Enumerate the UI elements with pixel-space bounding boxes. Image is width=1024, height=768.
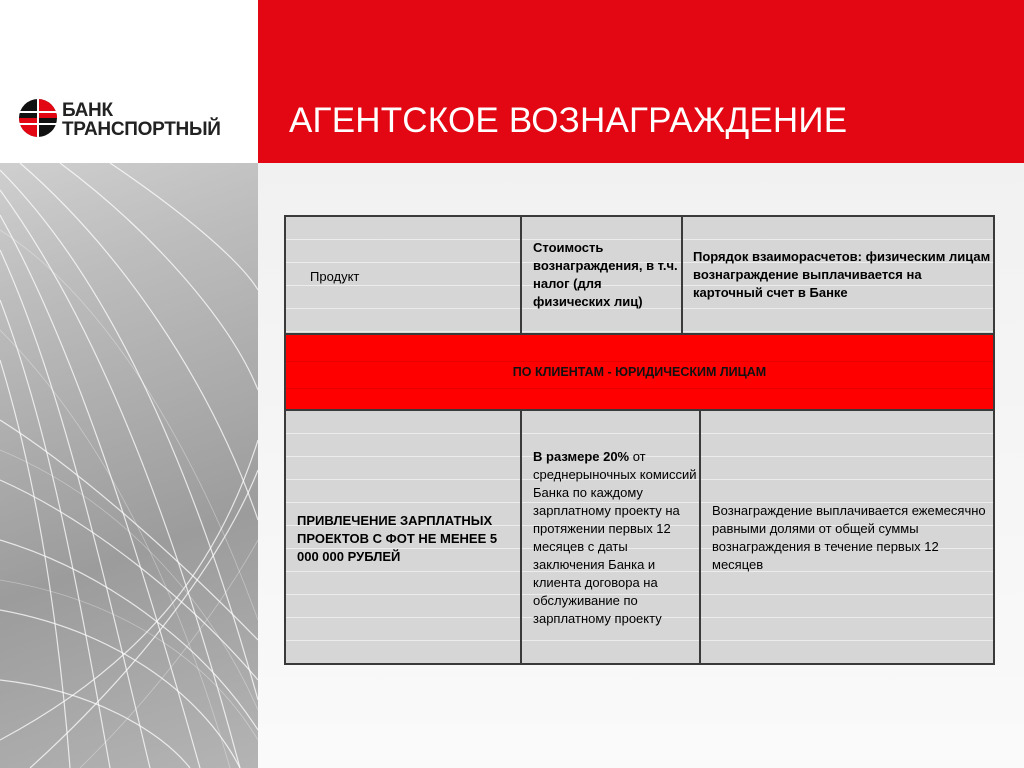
logo-text-transportny: ТРАНСПОРТНЫЙ <box>62 119 221 140</box>
row-cell-settlement <box>701 411 993 663</box>
header-product-label: Продукт <box>310 269 360 284</box>
row-cost-rest: от среднерыночных комиссий Банка по каждому зарплатному проекту на протяжении первых 12 месяцев с даты заключения Банка и клиента договора на обслуживание по зарплатному проекту <box>533 449 697 626</box>
bank-transportny-logo-icon <box>18 98 58 138</box>
row-settlement-text: Вознаграждение выплачивается ежемесячно равными долями от общей суммы вознаграждения в течение первых 12 месяцев <box>712 503 986 572</box>
decorative-side-panel <box>0 0 258 768</box>
row-cost-text <box>533 448 697 628</box>
logo-area <box>0 0 258 163</box>
grid-line <box>286 333 993 335</box>
header-cell-product <box>286 217 520 333</box>
header-cell-settlement <box>683 217 993 333</box>
header-cell-cost <box>522 217 681 333</box>
row-cost-highlight: В размере 20% <box>533 449 630 464</box>
row-cell-cost <box>522 411 699 663</box>
section-row <box>286 335 993 409</box>
grid-line <box>681 217 683 335</box>
header-settlement-label: Порядок взаиморасчетов: физическим лицам вознаграждение выплачивается на карточный счет в Банке <box>693 249 991 300</box>
grid-line <box>699 409 701 663</box>
page-title: АГЕНТСКОЕ ВОЗНАГРАЖДЕНИЕ <box>289 101 848 140</box>
grid-line <box>520 217 522 335</box>
row-cell-product <box>286 411 520 663</box>
logo-text-bank: БАНК <box>62 100 113 121</box>
section-label: ПО КЛИЕНТАМ - ЮРИДИЧЕСКИМ ЛИЦАМ <box>512 365 767 379</box>
header-cost-label: Стоимость вознаграждения, в т.ч. налог (для физических лиц) <box>533 240 678 309</box>
grid-line <box>286 409 993 411</box>
row-product-text: ПРИВЛЕЧЕНИЕ ЗАРПЛАТНЫХ ПРОЕКТОВ С ФОТ НЕ МЕНЕЕ 5 000 000 РУБЛЕЙ <box>297 513 498 564</box>
reward-table <box>284 215 995 665</box>
grid-line <box>520 409 522 663</box>
